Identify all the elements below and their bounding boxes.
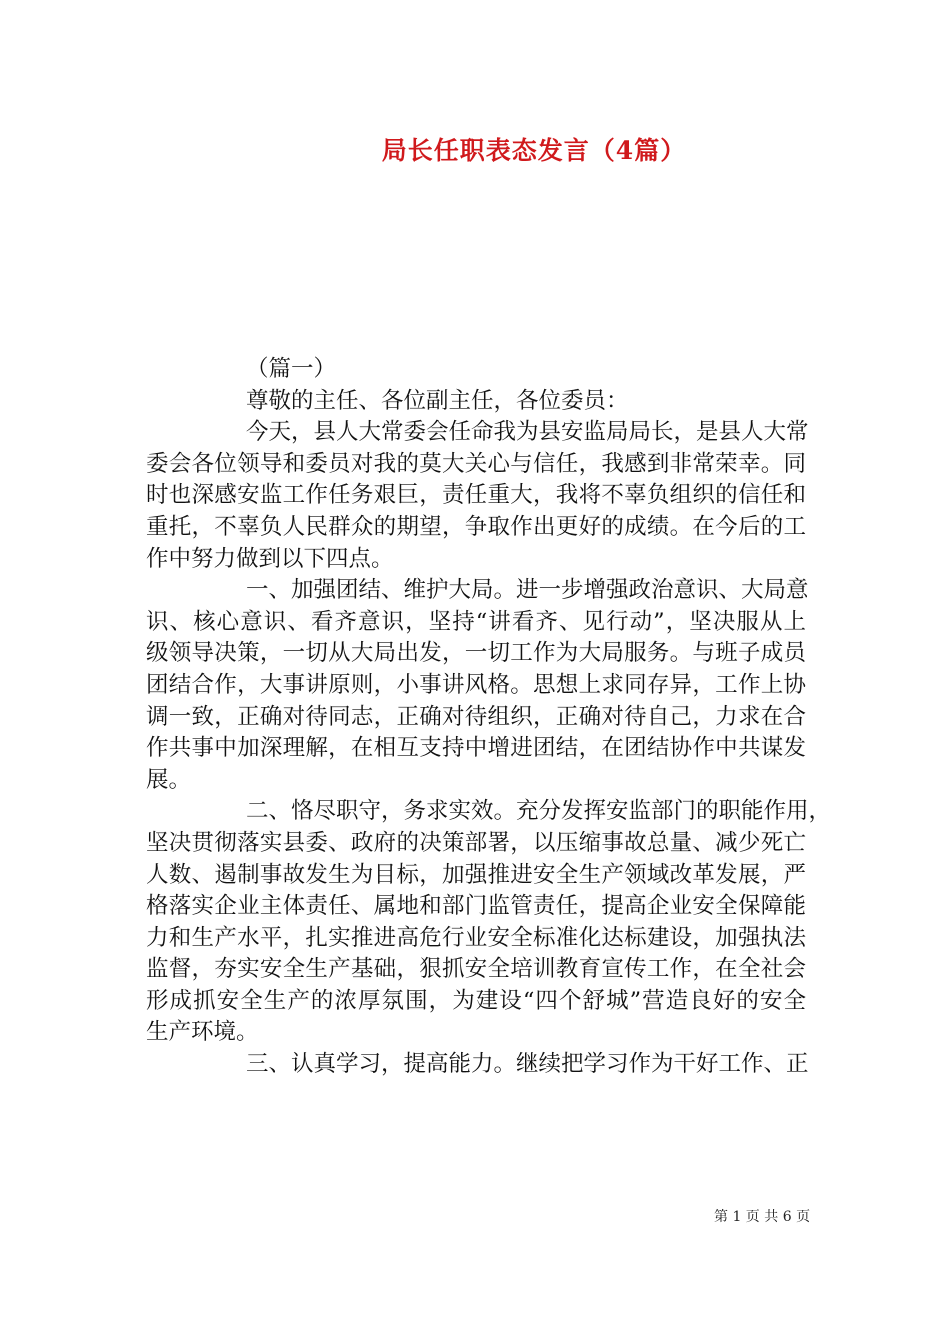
document-title: 局长任职表态发言（4篇） bbox=[381, 136, 687, 165]
text-line: 重托，不辜负人民群众的期望，争取作出更好的成绩。在今后的工 bbox=[146, 513, 806, 540]
text-line: 识、核心意识、看齐意识，坚持“讲看齐、见行动”，坚决服从上 bbox=[146, 608, 806, 635]
text-line: 级领导决策，一切从大局出发，一切工作为大局服务。与班子成员 bbox=[146, 640, 806, 667]
text-line: 坚决贯彻落实县委、政府的决策部署，以压缩事故总量、减少死亡 bbox=[146, 829, 806, 856]
document-body bbox=[146, 354, 832, 1081]
text-line: 三、认真学习，提高能力。继续把学习作为干好工作、正 bbox=[246, 1051, 809, 1078]
text-line: 形成抓安全生产的浓厚氛围，为建设“四个舒城”营造良好的安全 bbox=[146, 987, 806, 1014]
text-line: 团结合作，大事讲原则，小事讲风格。思想上求同存异，工作上协 bbox=[146, 671, 806, 698]
text-line: 尊敬的主任、各位副主任，各位委员： bbox=[246, 387, 629, 414]
page-footer: 第 1 页 共 6 页 bbox=[714, 1209, 811, 1225]
text-line: 展。 bbox=[146, 766, 192, 793]
text-line: 二、恪尽职守，务求实效。充分发挥安监部门的职能作用， bbox=[246, 798, 832, 825]
text-line: 人数、遏制事故发生为目标，加强推进安全生产领域改革发展，严 bbox=[146, 861, 806, 888]
text-line: 时也深感安监工作任务艰巨，责任重大，我将不辜负组织的信任和 bbox=[146, 482, 806, 509]
text-line: 一、加强团结、维护大局。进一步增强政治意识、大局意 bbox=[246, 577, 809, 604]
text-line: 监督，夯实安全生产基础，狠抓安全培训教育宣传工作，在全社会 bbox=[146, 956, 806, 983]
text-line: 力和生产水平，扎实推进高危行业安全标准化达标建设，加强执法 bbox=[146, 924, 806, 951]
text-line: （篇一） bbox=[246, 356, 337, 382]
text-line: 今天，县人大常委会任命我为县安监局局长，是县人大常 bbox=[246, 419, 809, 446]
text-line: 作共事中加深理解，在相互支持中增进团结，在团结协作中共谋发 bbox=[146, 735, 806, 762]
text-line: 委会各位领导和委员对我的莫大关心与信任，我感到非常荣幸。同 bbox=[146, 450, 806, 477]
text-line: 格落实企业主体责任、属地和部门监管责任，提高企业安全保障能 bbox=[146, 893, 806, 920]
text-line: 作中努力做到以下四点。 bbox=[146, 545, 394, 572]
text-line: 生产环境。 bbox=[146, 1019, 259, 1046]
text-line: 调一致，正确对待同志，正确对待组织，正确对待自己，力求在合 bbox=[146, 703, 806, 730]
